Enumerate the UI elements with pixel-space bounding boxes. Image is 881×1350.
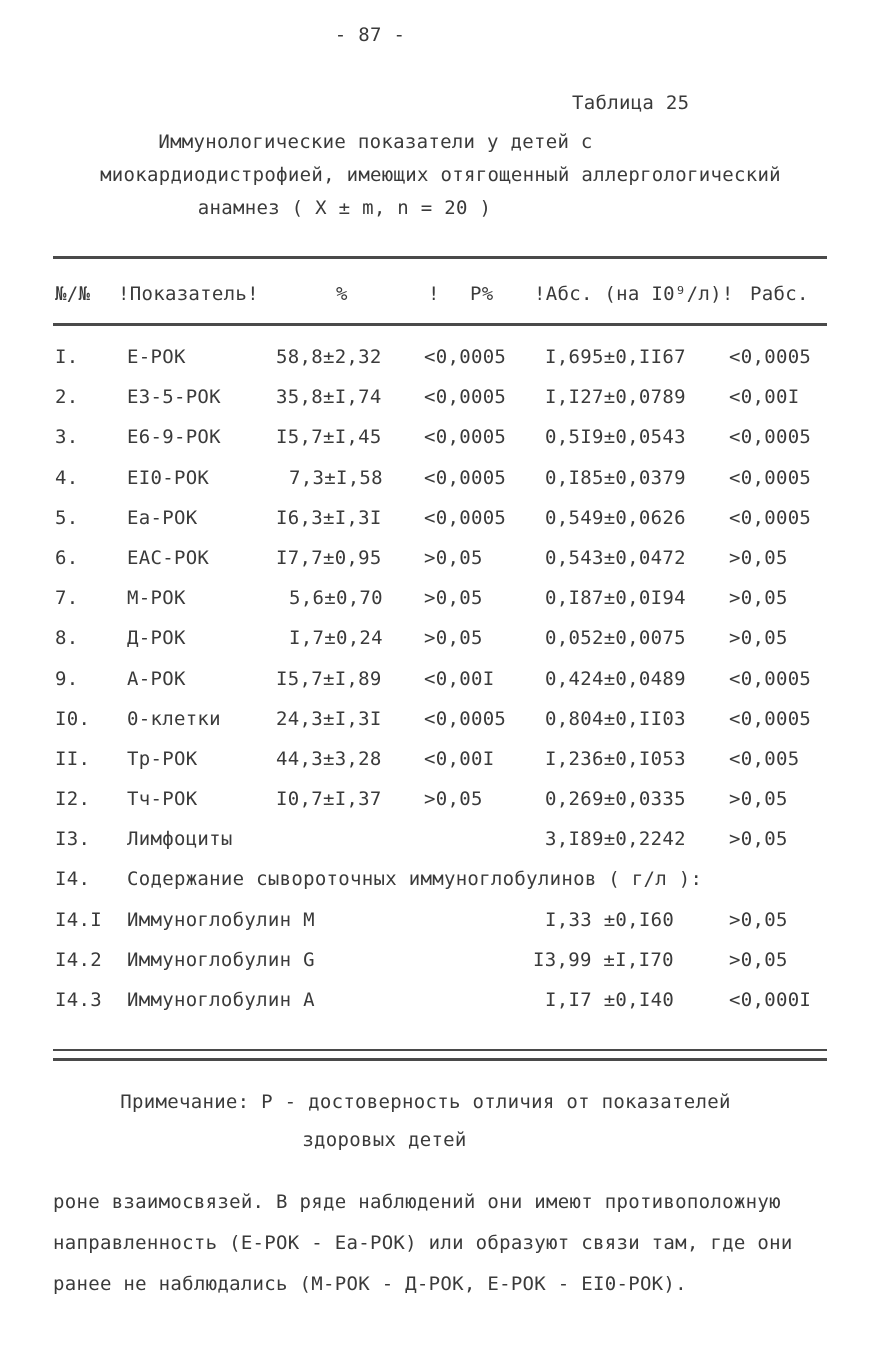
row-percent: 24,3±I,3I [276,707,382,730]
table-body [0,346,881,1029]
table-row [0,788,881,828]
row-p-absolute: <0,00I [729,386,800,409]
row-p-percent: <0,0005 [424,466,507,489]
row-absolute: 0,052±0,0075 [545,627,686,650]
row-absolute: 0,269±0,0335 [545,788,686,811]
row-indicator: EAC-РОК [127,546,210,569]
row-absolute: 0,5I9±0,0543 [545,426,686,449]
table-top-rule [53,256,827,259]
row-absolute: 0,424±0,0489 [545,667,686,690]
row-indicator: Иммуноглобулин G [127,948,315,971]
row-percent: 5,6±0,70 [289,587,383,610]
row-absolute: 0,I87±0,0I94 [545,587,686,610]
row-percent: I0,7±I,37 [276,788,382,811]
row-absolute: 0,549±0,0626 [545,506,686,529]
title-line-1: Иммунологические показатели у детей с [158,131,593,153]
row-p-absolute: <0,0005 [729,426,812,449]
row-number: 5. [55,506,79,529]
row-p-percent: <0,00I [424,667,495,690]
row-p-percent: <0,0005 [424,386,507,409]
header-p-pct: P% [470,283,494,305]
table-row [0,587,881,627]
row-p-absolute: <0,0005 [729,346,812,368]
header-separator: ! [428,283,440,305]
row-p-absolute: <0,005 [729,747,800,770]
row-p-percent: <0,0005 [424,506,507,529]
title-line-3: анамнез ( X ± m, n = 20 ) [197,197,492,219]
row-p-percent: <0,00I [424,747,495,770]
row-number: I0. [55,707,91,730]
row-indicator: Tч-РОК [127,788,198,811]
row-percent: 35,8±I,74 [276,386,382,409]
table-row [0,668,881,708]
row-number: 9. [55,667,79,690]
title-line-2: миокардиодистрофией, имеющих отягощенный аллергологический [100,164,781,186]
row-indicator: Д-РОК [127,627,186,650]
table-row [0,828,881,868]
row-p-percent: <0,0005 [424,426,507,449]
body-paragraph [53,1182,793,1305]
table-row [0,708,881,748]
table-header-rule [53,323,827,326]
row-number: I4.2 [55,948,102,971]
row-p-absolute: >0,05 [729,948,788,971]
row-absolute: I,I27±0,0789 [545,386,686,409]
row-p-percent: >0,05 [424,587,483,610]
row-p-absolute: >0,05 [729,788,788,811]
table-row [0,346,881,386]
note-line-2: здоровых детей [302,1129,467,1151]
row-p-absolute: >0,05 [729,627,788,650]
row-indicator: Ea-РОК [127,506,198,529]
table-title [0,126,881,225]
header-no: №/№ [55,283,91,305]
row-percent: 44,3±3,28 [276,747,382,770]
row-p-percent: <0,0005 [424,707,507,730]
row-p-absolute: <0,0005 [729,506,812,529]
header-p-abs: Pабс. [750,283,809,305]
table-number: Таблица 25 [572,92,690,114]
row-number: I4. [55,868,91,891]
row-p-absolute: <0,0005 [729,707,812,730]
body-line-3: ранее не наблюдались (M-РОК - Д-РОК, E-РОК - EI0-РОК). [53,1273,687,1295]
row-absolute: 0,804±0,II03 [545,707,686,730]
body-line-1: роне взаимосвязей. В ряде наблюдений они имеют противоположную [53,1191,781,1213]
row-indicator: A-РОК [127,667,186,690]
row-p-absolute: >0,05 [729,587,788,610]
row-p-absolute: <0,0005 [729,667,812,690]
table-row [0,386,881,426]
table-row [0,627,881,667]
row-indicator: Содержание сывороточных иммуноглобулинов ( г/л ): [127,868,703,891]
row-indicator: Tр-РОК [127,747,198,770]
table-row [0,547,881,587]
note-line-1: Примечание: P - достоверность отличия от показателей [120,1091,731,1113]
table-row [0,909,881,949]
row-indicator: EI0-РОК [127,466,210,489]
row-percent: I7,7±0,95 [276,546,382,569]
table-header [0,283,881,313]
row-indicator: Иммуноглобулин A [127,989,315,1011]
row-percent: 7,3±I,58 [289,466,383,489]
row-p-absolute: <0,0005 [729,466,812,489]
row-absolute: 3,I89±0,2242 [545,828,686,851]
header-pct: % [336,283,348,305]
row-percent: I5,7±I,89 [276,667,382,690]
row-indicator: E3-5-РОК [127,386,221,409]
table-row [0,989,881,1029]
row-percent: I6,3±I,3I [276,506,382,529]
table-bottom-rule-double [53,1058,827,1061]
row-p-percent: >0,05 [424,788,483,811]
table-row [0,748,881,788]
row-number: I4.I [55,908,102,931]
row-indicator: E-РОК [127,346,186,368]
header-indicator: !Показатель! [118,283,259,305]
table-row [0,868,881,908]
row-number: 2. [55,386,79,409]
table-row [0,426,881,466]
table-row [0,507,881,547]
row-number: 3. [55,426,79,449]
body-line-2: направленность (E-РОК - Ea-РОК) или образуют связи там, где они [53,1232,793,1254]
row-number: 4. [55,466,79,489]
row-indicator: M-РОК [127,587,186,610]
row-percent: 58,8±2,32 [276,346,382,368]
row-p-absolute: >0,05 [729,828,788,851]
row-absolute: I,I7 ±0,I40 [545,989,675,1011]
row-absolute: I3,99 ±I,I70 [533,948,674,971]
row-number: I3. [55,828,91,851]
row-percent: I,7±0,24 [289,627,383,650]
row-absolute: 0,543±0,0472 [545,546,686,569]
row-absolute: 0,I85±0,0379 [545,466,686,489]
row-indicator: Иммуноглобулин M [127,908,315,931]
row-number: 7. [55,587,79,610]
row-number: I. [55,346,79,368]
row-indicator: 0-клетки [127,707,221,730]
row-indicator: Лимфоциты [127,828,233,851]
table-row [0,949,881,989]
row-absolute: I,695±0,II67 [545,346,686,368]
row-number: 8. [55,627,79,650]
table-note [0,1083,881,1159]
row-percent: I5,7±I,45 [276,426,382,449]
header-abs: !Абс. (на I0⁹/л)! [534,283,734,305]
row-absolute: I,33 ±0,I60 [545,908,675,931]
table-bottom-rule [53,1049,827,1051]
table-row [0,467,881,507]
row-p-absolute: >0,05 [729,908,788,931]
row-number: I4.3 [55,989,102,1011]
row-number: 6. [55,546,79,569]
row-indicator: E6-9-РОК [127,426,221,449]
row-p-absolute: <0,000I [729,989,812,1011]
row-p-percent: >0,05 [424,627,483,650]
page-number: - 87 - [334,24,406,46]
row-p-absolute: >0,05 [729,546,788,569]
row-number: I2. [55,788,91,811]
row-absolute: I,236±0,I053 [545,747,686,770]
row-number: II. [55,747,91,770]
row-p-percent: <0,0005 [424,346,507,368]
row-p-percent: >0,05 [424,546,483,569]
